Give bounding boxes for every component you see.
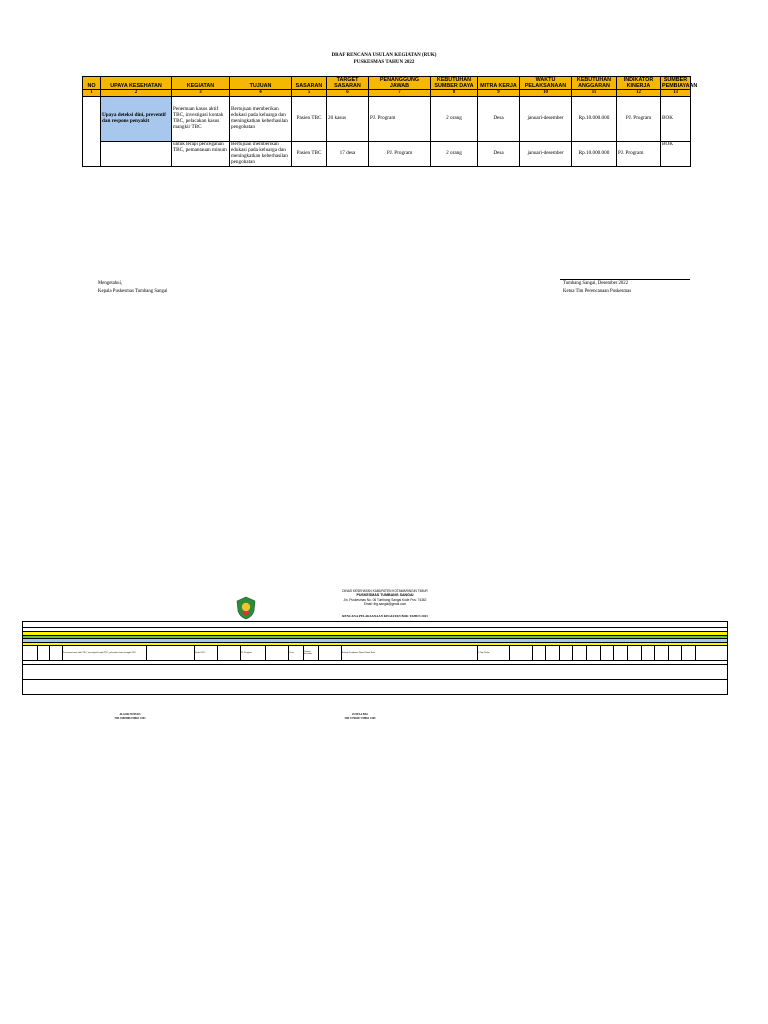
regency-logo-icon (235, 596, 257, 620)
rpk-cell (559, 646, 573, 661)
col-number: 7 (369, 90, 431, 97)
sign-left-title: Kepala Puskesmas Tumbang Sangai (98, 289, 168, 294)
rpk-cell (318, 646, 341, 661)
rpk-cell (668, 646, 682, 661)
lower-sign-right-name: JUNELA BAS (352, 713, 368, 716)
col-number: 8 (431, 90, 478, 97)
col-number: 2 (101, 90, 172, 97)
rpk-cell (600, 646, 614, 661)
kegiatan-cell: untuk terapi pencegahan TBC, pemantauan minum (172, 141, 230, 166)
rpk-cell (682, 646, 696, 661)
rpk-cell (587, 646, 601, 661)
table-row (23, 646, 728, 661)
indikator-cell: PJ. Program (617, 96, 661, 141)
lower-sign-right-nip: NIP. 19760427 199803 1 009 (344, 717, 376, 720)
table-row (23, 679, 728, 694)
rpk-cell (50, 646, 63, 661)
rpk-cell (146, 646, 194, 661)
document-title: DRAF RENCANA USULAN KEGIATAN (RUK) (331, 53, 437, 58)
target-cell: 20 kasus (327, 96, 369, 141)
anggaran-cell: Rp.10.000.000 (572, 141, 617, 166)
lower-sign-left-name: ALGOR NUNUKS (119, 713, 141, 716)
table-row (83, 141, 691, 166)
sign-right-title: Ketua Tim Perencanaan Puskesmas (563, 289, 632, 294)
anggaran-cell: Rp.10.000.000 (572, 96, 617, 141)
rpk-volume-cell: 3 Org/ Bulan (478, 646, 509, 661)
col-number: 4 (230, 90, 292, 97)
header-waktu: WAKTU PELAKSANAAN (520, 77, 572, 90)
header-mitra: MITRA KERJA (478, 77, 520, 90)
rpk-cell (23, 664, 728, 679)
col-number: 13 (661, 90, 691, 97)
indikator-cell: PJ. Program (617, 141, 661, 166)
header-pj: PENANGGUNG JAWAB (369, 77, 431, 90)
header-sumber-daya: KEBUTUHAN SUMBER DAYA (431, 77, 478, 90)
tujuan-cell: Bertujuan memberikan edukasi pada keluarga dan meningkatkan keberhasilan pengobatan (230, 96, 292, 141)
rpk-cell (655, 646, 669, 661)
header-kegiatan: KEGIATAN (172, 77, 230, 90)
col-number: 10 (520, 90, 572, 97)
rpk-cell (573, 646, 587, 661)
header-no: NO (83, 77, 101, 90)
header-anggaran: KEBUTUHAN ANGGARAN (572, 77, 617, 90)
col-number: 12 (617, 90, 661, 97)
header-upaya: UPAYA KESEHATAN (101, 77, 172, 90)
col-number: 6 (327, 90, 369, 97)
sign-right-date: Tumbang Sangai, Desember 2022 (563, 281, 629, 286)
mitra-cell: Desa (478, 96, 520, 141)
sumber-cell: BOK (661, 96, 691, 141)
ruk-table (82, 76, 698, 167)
rpk-cell (641, 646, 655, 661)
program-cell: Upaya deteksi dini, preventif dan respons penyakit (101, 96, 172, 141)
program-cell-empty (101, 141, 172, 166)
col-number: 9 (478, 90, 520, 97)
letterhead-line1: DINAS KESEHATAN KABUPATEN KOTAWARINGIN TIMUR (342, 589, 428, 593)
rpk-cell (627, 646, 641, 661)
rpk-cell (509, 646, 532, 661)
rpk-cell (37, 646, 50, 661)
rpk-kegiatan-cell: Penemuan kasus aktif TBC, investigasi kontak TBC, pelacakan kasus mangkir TBC (62, 646, 146, 661)
rpk-cell (614, 646, 628, 661)
mitra-cell: Desa (478, 141, 520, 166)
letterhead (300, 589, 470, 606)
table-row (83, 96, 691, 141)
col-number: 5 (292, 90, 327, 97)
sign-left-label: Mengetahui, (98, 281, 123, 286)
rpk-cell (546, 646, 560, 661)
header-sasaran: SASARAN (292, 77, 327, 90)
rpk-mitra-cell: Desa (289, 646, 304, 661)
rpk-cell (218, 646, 241, 661)
rpk-pj-cell: PJ. Program (241, 646, 266, 661)
target-cell: 17 desa (327, 141, 369, 166)
table-row (23, 664, 728, 679)
sasaran-cell: Pasien TBC (292, 141, 327, 166)
rpk-sasaran-cell: Pasien TBC (194, 646, 217, 661)
rpk-cell (266, 646, 289, 661)
rpk-cell (532, 646, 546, 661)
row-no (83, 96, 101, 166)
kegiatan-cell: Penemuan kasus aktif TBC, investigasi kontak TBC, pelacakan kasus mangkir TBC (172, 96, 230, 141)
pj-cell: PJ. Program (369, 96, 431, 141)
sasaran-cell: Pasien TBC (292, 96, 327, 141)
col-number: 11 (572, 90, 617, 97)
letterhead-line4: Email: tbg.sangai@gmail.com (363, 601, 407, 606)
header-sumber-pembiayaan: SUMBER PEMBIAYAAN (662, 77, 698, 90)
sdm-cell: 2 orang (431, 96, 478, 141)
waktu-cell: januari-desember (520, 96, 572, 141)
sumber-cell: BOK (661, 141, 691, 166)
letterhead-line2: PUSKESMAS TUMBANG SANGAI (356, 593, 414, 598)
col-number: 1 (83, 90, 101, 97)
lower-doc-title: RENCANA PELAKSANAAN KEGIATAN BOK TAHUN 2023 (342, 614, 428, 618)
header-target: TARGET SASARAN (327, 77, 369, 90)
rpk-rincian-cell: Belanja Perjalanan Dinas Dalam Kota (341, 646, 477, 661)
document-subtitle: PUSKESMAS TAHUN 2022 (353, 60, 415, 65)
header-indikator: INDIKATOR KINERJA (617, 77, 661, 90)
waktu-cell: januari-desember (520, 141, 572, 166)
rpk-cell (696, 646, 728, 661)
rpk-waktu-cell: Januari-desember (304, 646, 319, 661)
rpk-cell (23, 646, 38, 661)
rpk-table (22, 621, 728, 695)
sdm-cell: 2 orang (431, 141, 478, 166)
letterhead-line3: Jln. Puskesmas No. 06 Tumbang Sangai Kode Pos: 74362 (343, 597, 427, 602)
lower-sign-left-nip: NIP. 19810808 199803 1 003 (114, 717, 146, 720)
tujuan-cell: Bertujuan memberikan edukasi pada keluarga dan meningkatkan keberhasilan pengobatan (230, 141, 292, 166)
col-number: 3 (172, 90, 230, 97)
header-tujuan: TUJUAN (230, 77, 292, 90)
pj-cell: PJ. Program (369, 141, 431, 166)
rpk-cell (23, 679, 728, 694)
ruk-header-row (83, 77, 691, 90)
